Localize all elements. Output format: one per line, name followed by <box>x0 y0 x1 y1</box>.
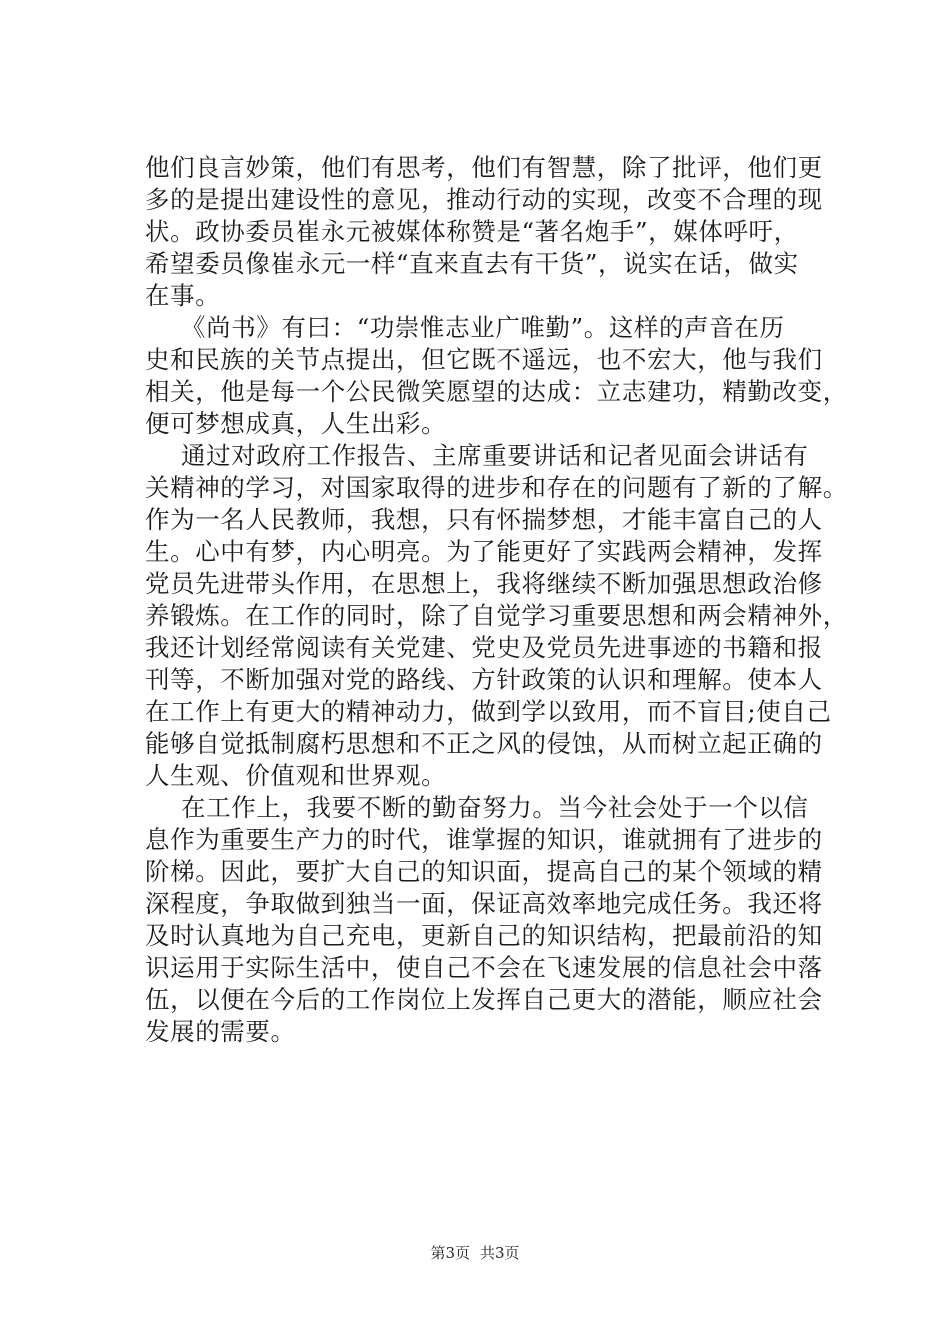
text-line: 能够自觉抵制腐朽思想和不正之风的侵蚀，从而树立起正确的 <box>145 729 823 758</box>
text-line: 相关，他是每一个公民微笑愿望的达成：立志建功，精勤改变， <box>145 377 848 406</box>
text-line: 深程度，争取做到独当一面，保证高效率地完成任务。我还将 <box>145 889 823 918</box>
text-line: 发展的需要。 <box>145 1017 296 1046</box>
text-line: 《尚书》有曰：“功崇惟志业广唯勤”。这样的声音在历 <box>181 313 785 342</box>
text-line: 多的是提出建设性的意见，推动行动的实现，改变不合理的现 <box>145 185 823 214</box>
text-line: 史和民族的关节点提出，但它既不遥远，也不宏大，他与我们 <box>145 345 823 374</box>
text-line: 在工作上，我要不断的勤奋努力。当今社会处于一个以信 <box>181 793 809 822</box>
text-line: 及时认真地为自己充电，更新自己的知识结构，把最前沿的知 <box>145 921 823 950</box>
text-line: 养锻炼。在工作的同时，除了自觉学习重要思想和两会精神外， <box>145 601 848 630</box>
text-line: 关精神的学习，对国家取得的进步和存在的问题有了新的了解。 <box>145 473 848 502</box>
text-line: 作为一名人民教师，我想，只有怀揣梦想，才能丰富自己的人 <box>145 505 823 534</box>
text-line: 党员先进带头作用，在思想上，我将继续不断加强思想政治修 <box>145 569 823 598</box>
text-line: 刊等，不断加强对党的路线、方针政策的认识和理解。使本人 <box>145 665 823 694</box>
text-line: 状。政协委员崔永元被媒体称赞是“著名炮手”，媒体呼吁， <box>145 217 799 246</box>
text-line: 希望委员像崔永元一样“直来直去有干货”，说实在话，做实 <box>145 249 799 278</box>
text-line: 人生观、价值观和世界观。 <box>145 761 447 790</box>
text-line: 通过对政府工作报告、主席重要讲话和记者见面会讲话有 <box>181 441 809 470</box>
paragraph <box>145 792 821 1048</box>
text-line: 阶梯。因此，要扩大自己的知识面，提高自己的某个领域的精 <box>145 857 823 886</box>
paragraph <box>145 312 848 440</box>
page-footer <box>0 1242 950 1263</box>
text-line: 我还计划经常阅读有关党建、党史及党员先进事迹的书籍和报 <box>145 633 823 662</box>
text-line: 在工作上有更大的精神动力，做到学以致用，而不盲目;使自己 <box>145 697 832 726</box>
text-line: 他们良言妙策，他们有思考，他们有智慧，除了批评，他们更 <box>145 153 823 182</box>
paragraph <box>145 440 848 792</box>
text-line: 识运用于实际生活中，使自己不会在飞速发展的信息社会中落 <box>145 953 823 982</box>
text-line: 息作为重要生产力的时代，谁掌握的知识，谁就拥有了进步的 <box>145 825 823 854</box>
paragraph <box>145 152 821 312</box>
page-number: 第3页 <box>430 1244 470 1262</box>
text-line: 生。心中有梦，内心明亮。为了能更好了实践两会精神，发挥 <box>145 537 823 566</box>
page-total: 共3页 <box>480 1244 520 1262</box>
text-line: 便可梦想成真，人生出彩。 <box>145 409 447 438</box>
document-body <box>145 152 848 1048</box>
text-line: 伍，以便在今后的工作岗位上发挥自己更大的潜能，顺应社会 <box>145 985 823 1014</box>
text-line: 在事。 <box>145 281 221 310</box>
